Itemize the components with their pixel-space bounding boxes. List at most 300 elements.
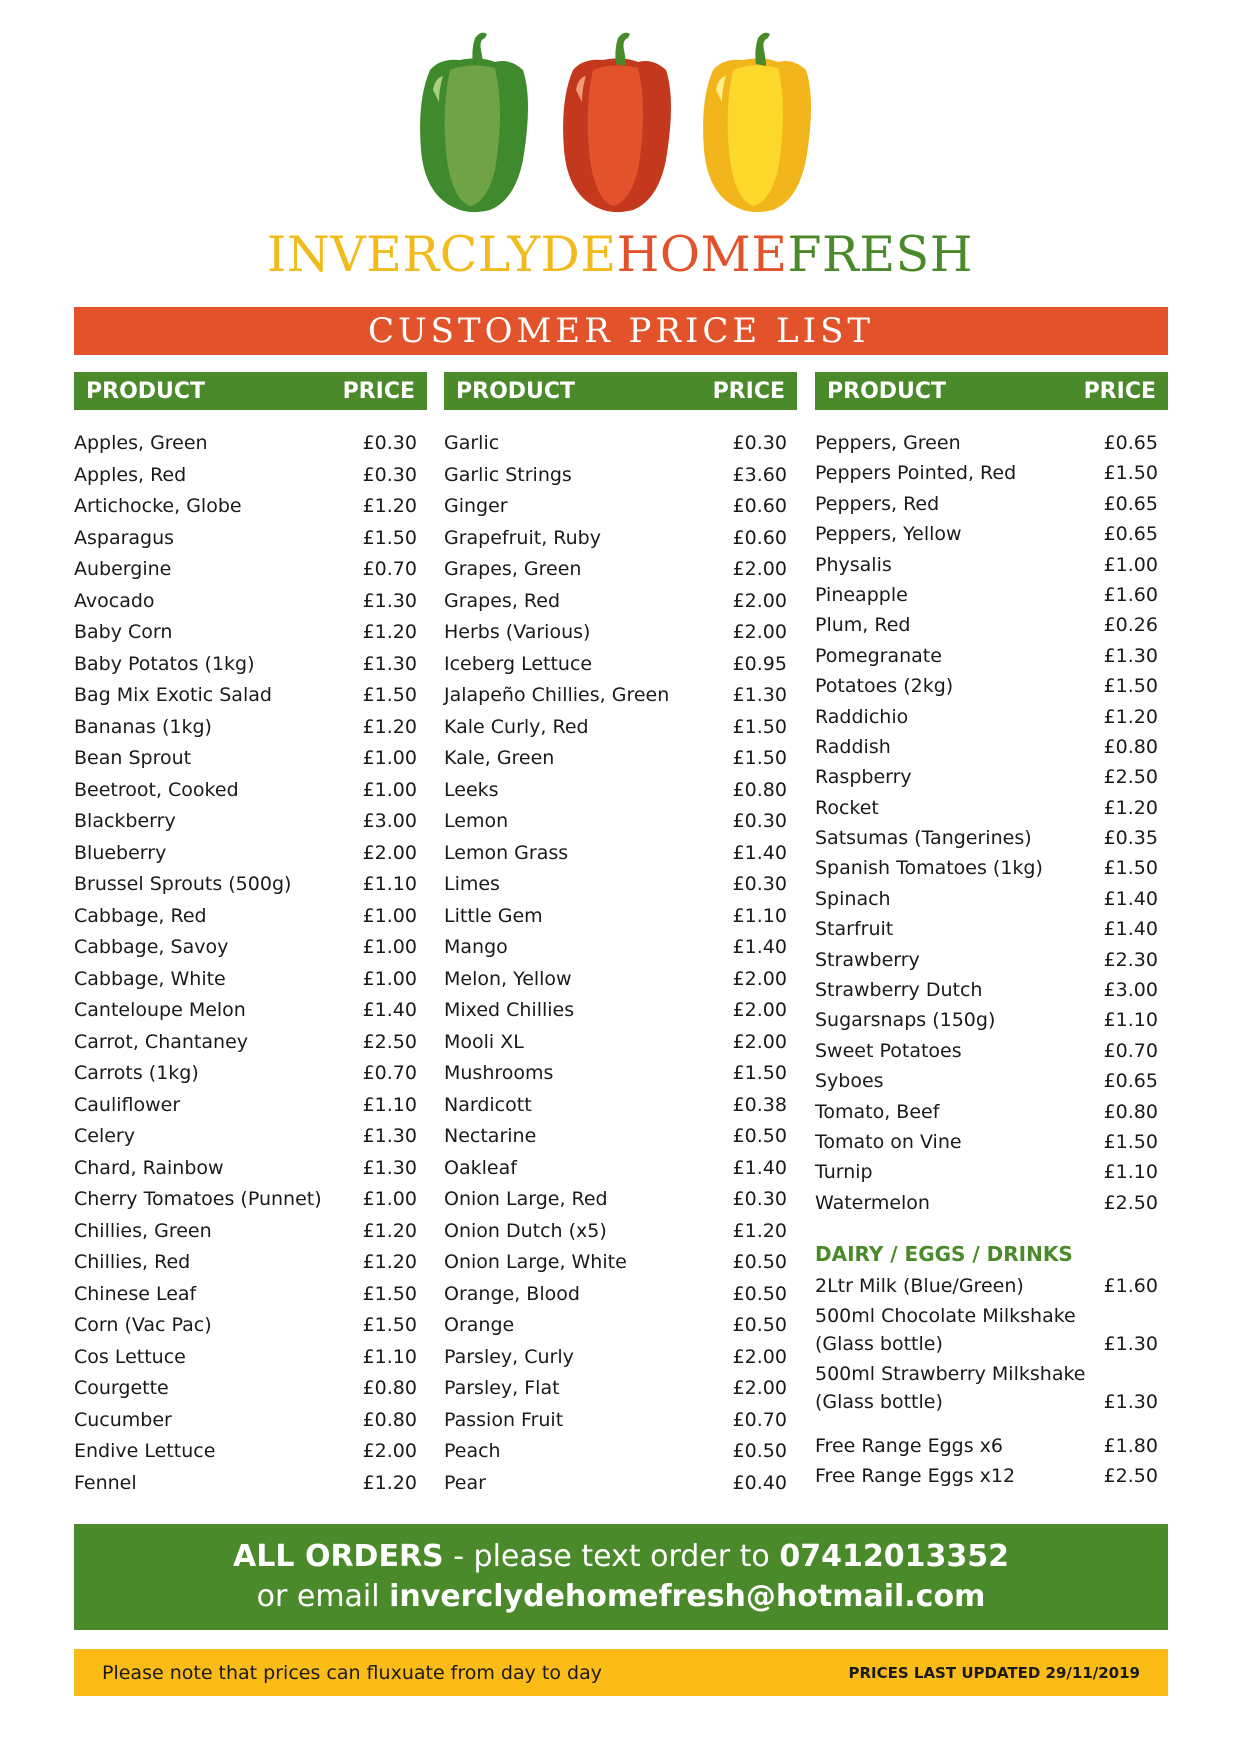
dairy-name <box>815 1432 1003 1460</box>
product-price: £3.00 <box>1103 979 1158 1002</box>
product-price: £2.00 <box>362 841 417 864</box>
product-row <box>815 945 1168 975</box>
column-header <box>815 372 1168 410</box>
product-row <box>444 869 797 901</box>
product-price: £2.00 <box>732 621 787 643</box>
product-name: Garlic <box>444 432 500 454</box>
product-row <box>444 617 797 649</box>
product-name: Spinach <box>815 887 891 910</box>
product-price: £1.00 <box>362 936 417 958</box>
product-name: Canteloupe Melon <box>74 999 246 1021</box>
product-price: £1.50 <box>1103 1130 1158 1153</box>
dairy-name-line1: 2Ltr Milk (Blue/Green) <box>815 1275 1024 1298</box>
dairy-name-line1: Free Range Eggs x6 <box>815 1435 1004 1458</box>
product-price: £1.00 <box>362 967 417 990</box>
product-name: Tomato, Beef <box>815 1100 940 1123</box>
product-row <box>815 975 1168 1005</box>
product-price: £3.60 <box>732 463 787 486</box>
product-price: £0.40 <box>732 1471 787 1494</box>
product-row <box>815 853 1168 883</box>
product-name: Courgette <box>74 1377 169 1399</box>
product-row <box>444 554 797 586</box>
product-price: £2.00 <box>732 999 787 1021</box>
product-price: £1.20 <box>732 1219 787 1242</box>
product-price: £0.50 <box>732 1440 787 1462</box>
product-price: £1.30 <box>362 652 417 675</box>
product-name: Cauliflower <box>74 1093 181 1116</box>
product-name: Blueberry <box>74 841 167 864</box>
product-name: Chard, Rainbow <box>74 1156 224 1179</box>
product-price: £1.50 <box>1103 857 1158 880</box>
product-price: £1.50 <box>362 1282 417 1305</box>
product-name: Jalapeño Chillies, Green <box>444 684 670 706</box>
product-price: £1.40 <box>732 936 787 958</box>
dairy-row <box>815 1432 1168 1460</box>
dairy-name-line2: (Glass bottle) <box>815 1391 943 1414</box>
product-name: Mushrooms <box>444 1062 554 1084</box>
brand-name <box>0 226 1240 283</box>
order-info <box>74 1524 1168 1630</box>
dairy-row <box>815 1360 1168 1416</box>
product-row <box>444 838 797 870</box>
product-header: PRODUCT <box>456 378 576 404</box>
product-price: £0.30 <box>362 432 417 454</box>
product-name: Baby Corn <box>74 621 173 643</box>
product-price: £1.30 <box>362 589 417 612</box>
product-price: £1.20 <box>362 715 417 738</box>
product-row <box>74 491 427 523</box>
product-price: £1.50 <box>362 684 417 706</box>
product-row <box>815 610 1168 640</box>
product-name: Limes <box>444 873 500 895</box>
product-row <box>74 806 427 838</box>
product-row <box>444 995 797 1027</box>
product-name: Spanish Tomatoes (1kg) <box>815 857 1043 880</box>
product-name: Mixed Chillies <box>444 999 575 1021</box>
product-price: £0.30 <box>732 873 787 895</box>
product-row <box>74 995 427 1027</box>
product-row <box>74 1027 427 1059</box>
product-row <box>74 649 427 681</box>
product-row <box>815 550 1168 580</box>
product-price: £1.50 <box>1103 462 1158 485</box>
product-row <box>444 1436 797 1468</box>
product-row <box>444 932 797 964</box>
product-row <box>74 1121 427 1153</box>
product-list <box>444 428 797 1499</box>
brand-part-2: HOME <box>616 226 788 283</box>
product-row <box>74 1279 427 1311</box>
product-row <box>74 1405 427 1437</box>
price-note: Please note that prices can fluxuate from day to day <box>102 1661 602 1684</box>
product-row <box>444 712 797 744</box>
product-price: £1.00 <box>362 747 417 769</box>
green-pepper-icon <box>420 33 528 212</box>
product-name: Raddichio <box>815 705 909 728</box>
product-name: Melon, Yellow <box>444 967 572 990</box>
product-name: Sweet Potatoes <box>815 1039 962 1062</box>
orders-text: - please text order to <box>443 1539 780 1574</box>
product-row <box>74 1216 427 1248</box>
product-price: £0.26 <box>1103 614 1158 637</box>
product-price: £1.00 <box>1103 553 1158 576</box>
product-price: £0.70 <box>362 558 417 580</box>
product-price: £1.20 <box>362 1471 417 1494</box>
product-row <box>444 1405 797 1437</box>
product-price: £1.10 <box>362 1093 417 1116</box>
dairy-name-line1: Free Range Eggs x12 <box>815 1465 1016 1488</box>
product-price: £1.00 <box>362 1188 417 1210</box>
product-name: Kale, Green <box>444 747 555 769</box>
product-row <box>815 428 1168 458</box>
product-price: £1.50 <box>362 1314 417 1336</box>
product-name: Lemon <box>444 810 509 832</box>
product-list <box>815 428 1168 1218</box>
product-price: £2.00 <box>732 1377 787 1399</box>
product-row <box>74 1436 427 1468</box>
product-header: PRODUCT <box>827 378 947 404</box>
product-row <box>815 458 1168 488</box>
product-name: Peppers, Red <box>815 492 940 515</box>
product-name: Raddish <box>815 735 891 758</box>
product-row <box>74 1468 427 1500</box>
product-price: £0.50 <box>732 1125 787 1147</box>
product-row <box>74 428 427 460</box>
product-row <box>815 823 1168 853</box>
product-name: Grapes, Red <box>444 589 561 612</box>
product-name: Pomegranate <box>815 644 942 667</box>
product-price: £2.50 <box>1103 766 1158 789</box>
product-price: £2.30 <box>1103 948 1158 971</box>
product-name: Apples, Red <box>74 463 187 486</box>
product-price: £0.70 <box>362 1062 417 1084</box>
orders-heading: ALL ORDERS <box>233 1539 444 1574</box>
product-price: £1.30 <box>732 684 787 706</box>
product-price: £1.10 <box>1103 1009 1158 1032</box>
product-name: Sugarsnaps (150g) <box>815 1009 996 1032</box>
product-price: £0.30 <box>362 463 417 486</box>
product-name: Orange, Blood <box>444 1282 580 1305</box>
product-name: Chillies, Green <box>74 1219 212 1242</box>
product-price: £1.50 <box>732 747 787 769</box>
product-price: £1.60 <box>1103 583 1158 606</box>
product-row <box>815 519 1168 549</box>
product-row <box>74 1373 427 1405</box>
price-column-2 <box>444 372 797 1499</box>
product-name: Cucumber <box>74 1408 172 1431</box>
product-row <box>74 460 427 492</box>
product-name: Syboes <box>815 1070 884 1093</box>
product-name: Raspberry <box>815 766 912 789</box>
product-price: £0.30 <box>732 432 787 454</box>
product-price: £1.10 <box>362 1345 417 1368</box>
product-price: £0.60 <box>732 526 787 549</box>
product-header: PRODUCT <box>86 378 206 404</box>
product-row <box>815 641 1168 671</box>
product-price: £1.20 <box>1103 705 1158 728</box>
brand-part-1: INVERCLYDE <box>267 226 617 283</box>
dairy-name-line1: 500ml Strawberry Milkshake <box>815 1363 1086 1386</box>
product-price: £1.20 <box>362 1219 417 1242</box>
product-name: Peppers, Green <box>815 432 961 454</box>
product-row <box>74 1153 427 1185</box>
product-row <box>444 901 797 933</box>
column-header <box>74 372 427 410</box>
product-price: £2.00 <box>732 1030 787 1053</box>
product-price: £1.40 <box>732 1156 787 1179</box>
product-price: £2.00 <box>732 589 787 612</box>
product-row <box>444 1342 797 1374</box>
product-name: Baby Potatos (1kg) <box>74 652 255 675</box>
product-name: Nectarine <box>444 1125 537 1147</box>
product-row <box>444 775 797 807</box>
product-name: Apples, Green <box>74 432 208 454</box>
product-row <box>74 1058 427 1090</box>
product-name: Blackberry <box>74 810 176 832</box>
product-price: £1.30 <box>1103 644 1158 667</box>
product-price: £0.65 <box>1103 1070 1158 1093</box>
product-price: £0.95 <box>732 652 787 675</box>
product-name: Oakleaf <box>444 1156 517 1179</box>
product-row <box>74 1090 427 1122</box>
phone-number[interactable]: 07412013352 <box>779 1539 1009 1574</box>
product-row <box>444 964 797 996</box>
red-pepper-icon <box>563 33 671 212</box>
dairy-price: £1.30 <box>1103 1391 1158 1414</box>
product-name: Potatoes (2kg) <box>815 675 954 698</box>
product-price: £2.00 <box>732 558 787 580</box>
product-row <box>444 1310 797 1342</box>
page-title: CUSTOMER PRICE LIST <box>74 307 1168 355</box>
product-row <box>444 649 797 681</box>
dairy-row <box>815 1462 1168 1490</box>
product-price: £1.30 <box>362 1156 417 1179</box>
product-row <box>815 1097 1168 1127</box>
product-row <box>444 1468 797 1500</box>
dairy-name <box>815 1462 1015 1490</box>
product-row <box>74 1310 427 1342</box>
product-name: Cabbage, Savoy <box>74 936 229 958</box>
orders-email-text: or email <box>256 1579 390 1614</box>
product-name: Parsley, Curly <box>444 1345 574 1368</box>
product-price: £0.30 <box>732 810 787 832</box>
product-row <box>74 680 427 712</box>
product-name: Asparagus <box>74 526 175 549</box>
product-price: £0.80 <box>362 1408 417 1431</box>
product-list <box>74 428 427 1499</box>
product-name: Starfruit <box>815 918 894 941</box>
product-row <box>74 743 427 775</box>
dairy-price: £1.60 <box>1103 1275 1158 1298</box>
product-name: Aubergine <box>74 558 172 580</box>
product-name: Nardicott <box>444 1093 532 1116</box>
product-name: Chinese Leaf <box>74 1282 197 1305</box>
product-row <box>815 1127 1168 1157</box>
product-row <box>74 1342 427 1374</box>
product-row <box>74 964 427 996</box>
product-price: £0.80 <box>732 778 787 801</box>
product-row <box>815 1066 1168 1096</box>
product-price: £0.50 <box>732 1282 787 1305</box>
product-row <box>74 838 427 870</box>
price-column-1 <box>74 372 427 1499</box>
product-name: Herbs (Various) <box>444 621 591 643</box>
product-row <box>815 732 1168 762</box>
product-row <box>444 586 797 618</box>
product-row <box>74 869 427 901</box>
product-name: Satsumas (Tangerines) <box>815 827 1032 850</box>
product-row <box>74 1184 427 1216</box>
product-row <box>815 1005 1168 1035</box>
product-row <box>444 1184 797 1216</box>
product-name: Cabbage, Red <box>74 904 207 927</box>
product-price: £2.50 <box>1103 1191 1158 1214</box>
price-header: PRICE <box>342 378 415 404</box>
product-row <box>444 428 797 460</box>
product-name: Brussel Sprouts (500g) <box>74 873 292 895</box>
product-name: Carrots (1kg) <box>74 1062 199 1084</box>
product-name: Watermelon <box>815 1191 930 1214</box>
brand-part-3: FRESH <box>787 226 973 283</box>
product-row <box>444 460 797 492</box>
product-price: £0.80 <box>1103 1100 1158 1123</box>
product-name: Physalis <box>815 553 892 576</box>
product-name: Bananas (1kg) <box>74 715 212 738</box>
product-price: £1.20 <box>362 621 417 643</box>
product-name: Ginger <box>444 495 508 517</box>
price-header: PRICE <box>712 378 785 404</box>
product-row <box>444 1121 797 1153</box>
product-price: £0.65 <box>1103 492 1158 515</box>
product-price: £0.50 <box>732 1251 787 1273</box>
product-row <box>74 617 427 649</box>
product-price: £1.30 <box>362 1125 417 1147</box>
price-header: PRICE <box>1083 378 1156 404</box>
product-price: £1.40 <box>732 841 787 864</box>
price-column-3 <box>815 372 1168 1492</box>
product-row <box>74 775 427 807</box>
product-row <box>444 1216 797 1248</box>
product-name: Strawberry <box>815 948 920 971</box>
product-name: Little Gem <box>444 904 543 927</box>
product-name: Cherry Tomatoes (Punnet) <box>74 1188 322 1210</box>
product-name: Cos Lettuce <box>74 1345 186 1368</box>
product-row <box>444 743 797 775</box>
dairy-row <box>815 1302 1168 1358</box>
dairy-price: £1.80 <box>1103 1435 1158 1458</box>
product-name: Peach <box>444 1440 501 1462</box>
product-price: £1.50 <box>732 715 787 738</box>
product-name: Passion Fruit <box>444 1408 564 1431</box>
product-price: £1.20 <box>1103 796 1158 819</box>
dairy-name-line2: (Glass bottle) <box>815 1333 943 1356</box>
product-row <box>815 1036 1168 1066</box>
dairy-row <box>815 1272 1168 1300</box>
product-name: Avocado <box>74 589 155 612</box>
product-name: Artichocke, Globe <box>74 495 242 517</box>
product-row <box>74 712 427 744</box>
product-price: £0.60 <box>732 495 787 517</box>
product-name: Onion Large, White <box>444 1251 627 1273</box>
product-row <box>444 806 797 838</box>
note-bar <box>74 1649 1168 1696</box>
product-name: Parsley, Flat <box>444 1377 560 1399</box>
product-name: Mooli XL <box>444 1030 524 1053</box>
dairy-price: £1.30 <box>1103 1333 1158 1356</box>
last-updated: PRICES LAST UPDATED 29/11/2019 <box>848 1663 1140 1682</box>
email-address[interactable]: inverclydehomefresh@hotmail.com <box>389 1579 986 1614</box>
product-price: £1.20 <box>362 1251 417 1273</box>
product-row <box>815 1188 1168 1218</box>
product-row <box>815 580 1168 610</box>
product-name: Garlic Strings <box>444 463 572 486</box>
product-price: £0.80 <box>1103 735 1158 758</box>
product-name: Peppers, Yellow <box>815 523 962 546</box>
product-price: £2.00 <box>732 1345 787 1368</box>
product-name: Bean Sprout <box>74 747 192 769</box>
product-row <box>444 1247 797 1279</box>
product-price: £1.00 <box>362 778 417 801</box>
product-row <box>444 1027 797 1059</box>
product-price: £0.50 <box>732 1314 787 1336</box>
product-row <box>74 586 427 618</box>
product-row <box>815 1157 1168 1187</box>
product-name: Plum, Red <box>815 614 911 637</box>
product-name: Fennel <box>74 1471 137 1494</box>
product-name: Cabbage, White <box>74 967 226 990</box>
peppers-icon <box>395 30 845 220</box>
product-name: Tomato on Vine <box>815 1130 962 1153</box>
product-name: Celery <box>74 1125 135 1147</box>
product-row <box>815 762 1168 792</box>
product-row <box>444 1153 797 1185</box>
dairy-name-line1: 500ml Chocolate Milkshake <box>815 1305 1076 1328</box>
product-price: £1.50 <box>732 1062 787 1084</box>
dairy-name <box>815 1360 1085 1416</box>
product-row <box>815 702 1168 732</box>
column-header <box>444 372 797 410</box>
product-row <box>444 491 797 523</box>
dairy-name <box>815 1272 1024 1300</box>
product-row <box>74 932 427 964</box>
product-price: £2.50 <box>362 1030 417 1053</box>
dairy-list <box>815 1272 1168 1490</box>
product-name: Orange <box>444 1314 515 1336</box>
product-price: £1.40 <box>1103 887 1158 910</box>
product-name: Lemon Grass <box>444 841 569 864</box>
product-name: Strawberry Dutch <box>815 979 983 1002</box>
product-name: Peppers Pointed, Red <box>815 462 1017 485</box>
product-row <box>444 1279 797 1311</box>
product-price: £0.70 <box>1103 1039 1158 1062</box>
product-price: £0.65 <box>1103 523 1158 546</box>
product-row <box>444 523 797 555</box>
product-name: Beetroot, Cooked <box>74 778 239 801</box>
product-row <box>74 901 427 933</box>
product-name: Mango <box>444 936 508 958</box>
product-name: Grapefruit, Ruby <box>444 526 601 549</box>
product-row <box>444 1058 797 1090</box>
dairy-section-title: DAIRY / EGGS / DRINKS <box>815 1242 1073 1267</box>
product-name: Kale Curly, Red <box>444 715 589 738</box>
product-name: Turnip <box>815 1161 873 1184</box>
product-price: £1.20 <box>362 495 417 517</box>
dairy-price: £2.50 <box>1103 1465 1158 1488</box>
product-row <box>444 680 797 712</box>
product-row <box>444 1090 797 1122</box>
product-row <box>815 914 1168 944</box>
product-row <box>74 523 427 555</box>
